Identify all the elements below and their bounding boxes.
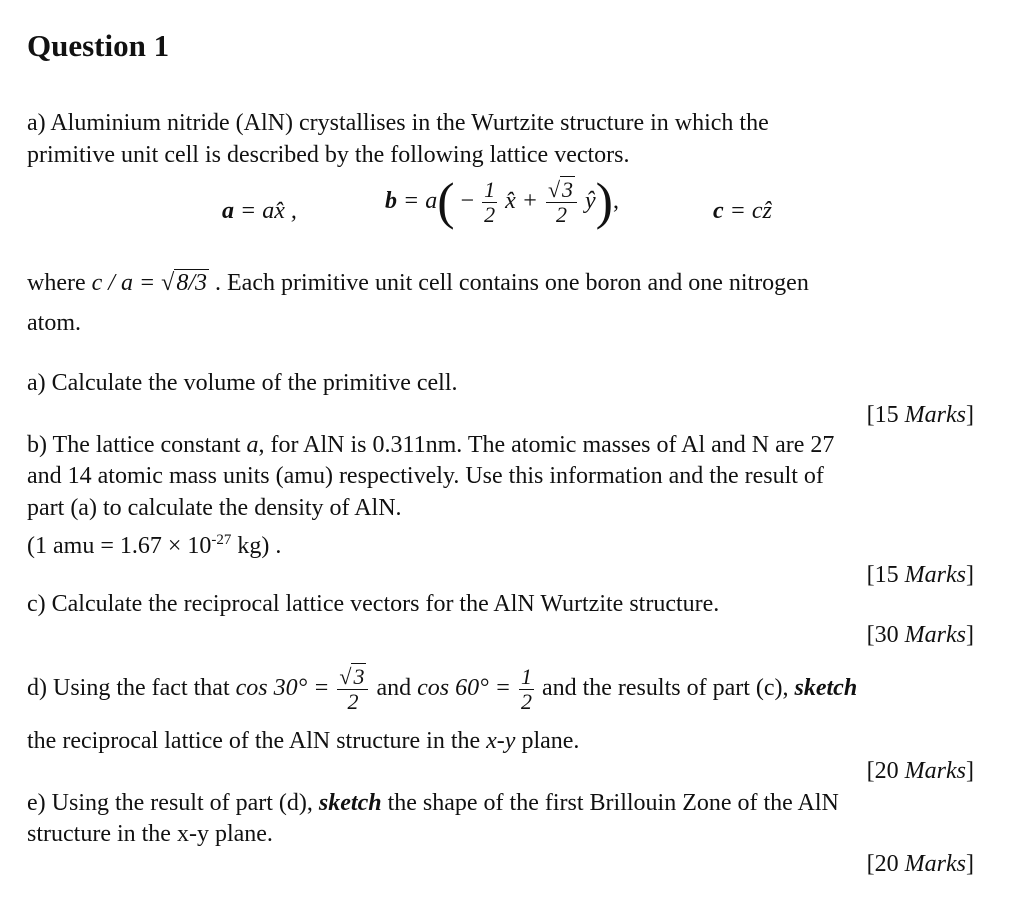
part-c-text: c) Calculate the reciprocal lattice vectors for the AlN Wurtzite structure.: [27, 591, 720, 617]
part-e-line-2: structure in the x-y plane.: [27, 821, 273, 847]
part-b-line-2: and 14 atomic mass units (amu) respectively. Use this information and the result of: [27, 463, 824, 489]
part-b-line-3: part (a) to calculate the density of AlN.: [27, 495, 402, 521]
where-line: where c / a = √8/3 . Each primitive unit cell contains one boron and one nitrogen: [27, 270, 809, 296]
part-b-line-1: b) The lattice constant a, for AlN is 0.311nm. The atomic masses of Al and N are 27: [27, 432, 835, 458]
cos30-fraction: $\frac{√3}{2}$: [337, 665, 368, 714]
part-a-text: a) Calculate the volume of the primitive cell.: [27, 370, 458, 396]
cos60-label: cos 60° =: [417, 675, 511, 701]
cos30-label: cos 30° =: [235, 675, 330, 701]
cos60-fraction: $\frac{1}{2}$: [520, 663, 532, 714]
part-b-line-4: (1 amu = $1.67 \times 10^{-27}$ kg) .: [27, 532, 282, 559]
half-fraction: $\frac{1}{2}$: [484, 177, 496, 227]
ratio-lhs: c / a =: [91, 270, 156, 296]
vector-a-value: = ax̂ ,: [240, 198, 297, 224]
right-paren: ): [595, 173, 613, 231]
vector-b-scale: = a: [403, 188, 438, 215]
part-e-line-1: e) Using the result of part (d), sketch the shape of the first Brillouin Zone of the AlN: [27, 790, 839, 816]
question-title: Question 1: [27, 28, 170, 63]
vector-c-value: = cẑ: [729, 198, 772, 224]
sqrt3-over-2-fraction: $\frac{√3}{2}$: [546, 178, 577, 227]
part-d-line-2: the reciprocal lattice of the AlN structure in the x-y plane.: [27, 728, 580, 754]
vector-a-equation: [222, 198, 297, 258]
sketch-emphasis-e: sketch: [318, 790, 382, 816]
vector-c-equation: [713, 198, 772, 258]
yhat-term: ŷ: [585, 188, 596, 215]
vector-b-equation: b = a( − $\frac{1}{2}$ x̂ + $\frac{√3}{2}$ ŷ),: [385, 173, 619, 231]
part-e-marks: [20 Marks]: [866, 851, 974, 877]
part-b-marks: [15 Marks]: [866, 562, 974, 588]
minus-sign: −: [460, 188, 475, 215]
left-paren: (: [437, 173, 455, 231]
vector-a-symbol: a: [222, 198, 234, 224]
where-line-2: atom.: [27, 310, 81, 336]
vector-c-symbol: c: [713, 198, 724, 224]
part-d-marks: [20 Marks]: [866, 758, 974, 784]
xhat-term: x̂ +: [505, 188, 538, 215]
ratio-sqrt: √8/3: [161, 270, 207, 296]
part-c-marks: [30 Marks]: [866, 622, 974, 648]
sketch-emphasis: sketch: [794, 675, 858, 701]
part-d-line-1: d) Using the fact that cos 30° = $\frac{√3}{2}$ and cos 60° = $\frac{1}{2}$ and the results of part (c), sketch: [27, 663, 858, 714]
intro-line-1: a) Aluminium nitride (AlN) crystallises in the Wurtzite structure in which the: [27, 110, 769, 136]
vector-b-symbol: b: [385, 188, 397, 215]
intro-line-2: primitive unit cell is described by the following lattice vectors.: [27, 142, 630, 168]
part-a-marks: [15 Marks]: [866, 402, 974, 428]
